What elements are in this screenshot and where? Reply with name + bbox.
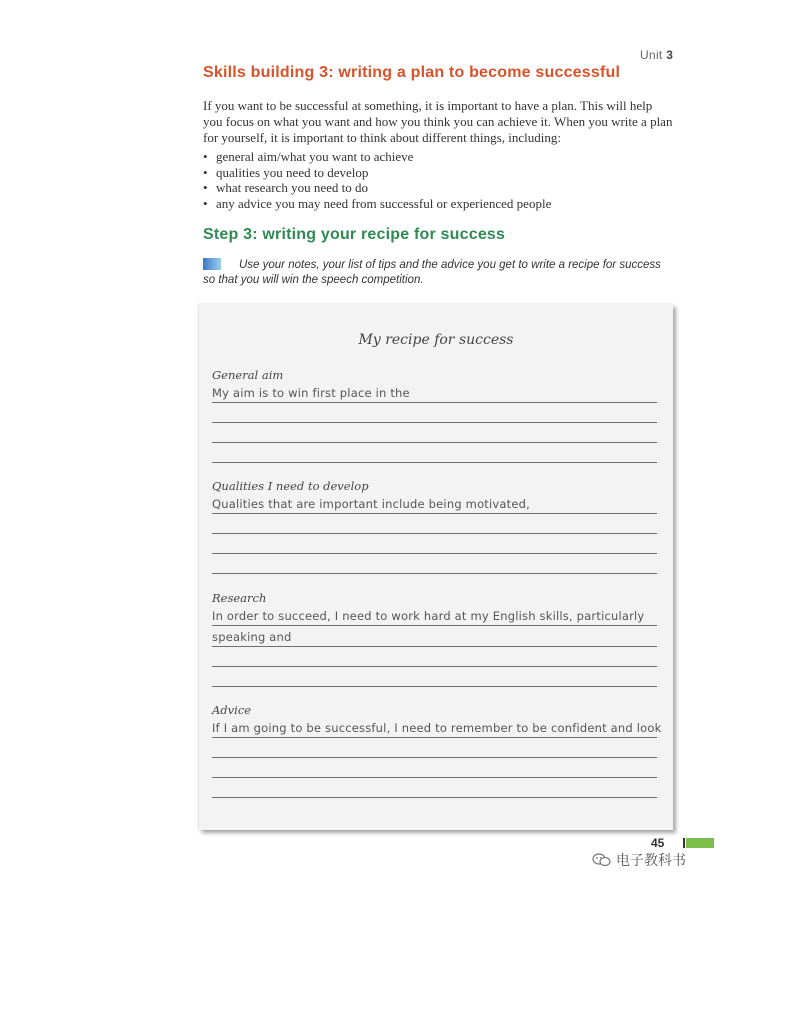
page-number: 45 [651,836,665,850]
bullet-item: • what research you need to do [203,180,551,196]
writing-line[interactable] [212,686,657,687]
bullet-list [203,149,551,211]
step-title: Step 3: writing your recipe for success [203,226,506,243]
writing-line[interactable] [212,513,657,514]
skills-title: Skills building 3: writing a plan to become successful [203,64,621,81]
answer-line-text[interactable]: My aim is to win first place in the [212,386,410,400]
writing-line[interactable] [212,777,657,778]
writing-line[interactable] [212,757,657,758]
unit-number: 3 [666,48,674,62]
writing-line[interactable] [212,533,657,534]
page-bar-divider [683,838,685,848]
section-label-research: Research [212,591,267,605]
watermark-text: 电子教科书 [616,853,686,869]
writing-line[interactable] [212,737,657,738]
writing-line[interactable] [212,442,657,443]
section-label-general-aim: General aim [212,368,284,382]
answer-line-text[interactable]: In order to succeed, I need to work hard at my English skills, particularly [212,609,645,623]
writing-line[interactable] [212,625,657,626]
section-label-qualities: Qualities I need to develop [212,479,369,493]
answer-line-text[interactable]: speaking and [212,630,292,644]
intro-paragraph: If you want to be successful at something, it is important to have a plan. This will help you focus on what you want and how you think you can achieve it. When you write a plan for yourself, it is important to think about different things, including: [203,98,673,145]
writing-line[interactable] [212,666,657,667]
wechat-icon [592,853,612,867]
watermark [592,850,686,870]
bullet-item: • general aim/what you want to achieve [203,149,551,165]
unit-label [640,48,673,62]
recipe-card [199,304,673,830]
writing-line[interactable] [212,646,657,647]
answer-line-text[interactable]: If I am going to be successful, I need to remember to be confident and look [212,721,662,735]
page-color-bar [686,838,714,848]
card-title: My recipe for success [358,332,514,348]
bullet-item: • any advice you may need from successful or experienced people [203,196,551,212]
writing-line[interactable] [212,553,657,554]
section-label-advice: Advice [212,703,252,717]
instruction-text: Use your notes, your list of tips and the advice you get to write a recipe for success so that you will win the speech competition. [203,259,661,286]
writing-line[interactable] [212,462,657,463]
bullet-item: • qualities you need to develop [203,165,551,181]
answer-line-text[interactable]: Qualities that are important include being motivated, [212,497,531,511]
unit-text: Unit [640,48,663,62]
writing-line[interactable] [212,797,657,798]
writing-line[interactable] [212,402,657,403]
writing-line[interactable] [212,422,657,423]
writing-line[interactable] [212,573,657,574]
